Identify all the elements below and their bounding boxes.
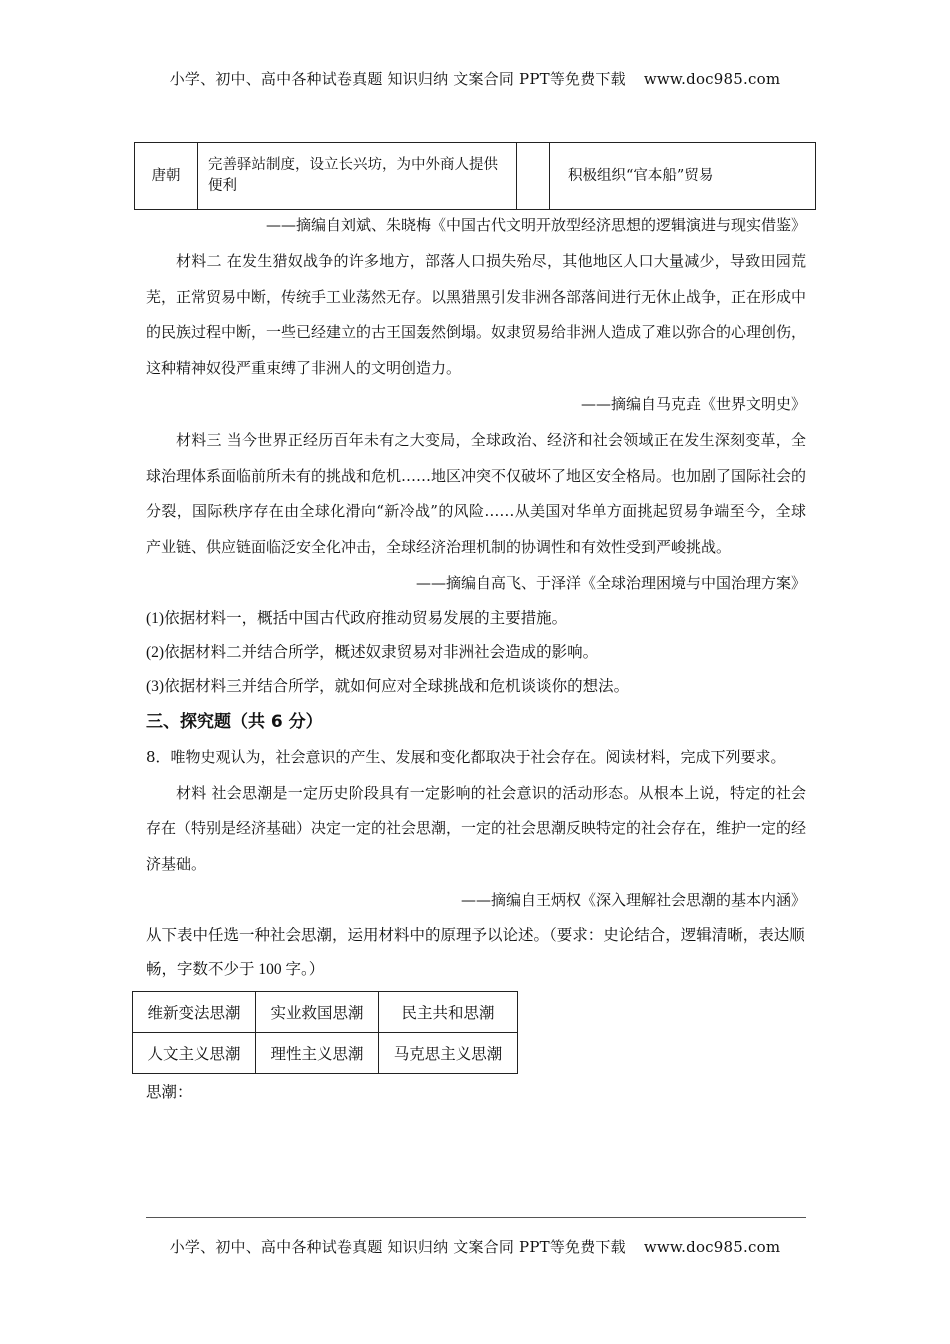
- question-8-task: 从下表中任选一种社会思潮，运用材料中的原理予以论述。（要求：史论结合，逻辑清晰，表达顺畅，字数不少于 100 字。）: [146, 926, 805, 978]
- trend-cell: 马克思主义思潮: [379, 1032, 518, 1073]
- trend-cell: 维新变法思潮: [133, 991, 256, 1032]
- page-header: [0, 68, 950, 89]
- question-3: (3)依据材料三并结合所学，就如何应对全球挑战和危机谈谈你的想法。: [146, 677, 630, 695]
- question-2: (2)依据材料二并结合所学，概述奴隶贸易对非洲社会造成的影响。: [146, 643, 599, 661]
- page-footer: [0, 1236, 950, 1257]
- header-text: 小学、初中、高中各种试卷真题 知识归纳 文案合同 PPT等免费下载: [169, 70, 626, 88]
- trend-cell: 理性主义思潮: [256, 1032, 379, 1073]
- answer-label: 思潮：: [146, 1083, 193, 1101]
- question-8-material: 材料 社会思潮是一定历史阶段具有一定影响的社会意识的活动形态。从根本上说，特定的社会存在（特别是经济基础）决定一定的社会思潮，一定的社会思潮反映特定的社会存在，维护一定的经济基础。: [146, 783, 807, 874]
- table-row: [135, 143, 816, 210]
- footer-text: 小学、初中、高中各种试卷真题 知识归纳 文案合同 PPT等免费下载: [169, 1238, 626, 1256]
- header-url[interactable]: www.doc985.com: [643, 70, 781, 88]
- source-3: ——摘编自高飞、于泽洋《全球治理困境与中国治理方案》: [415, 573, 806, 592]
- question-1: (1)依据材料一，概括中国古代政府推动贸易发展的主要措施。: [146, 609, 568, 627]
- empty-cell: [517, 143, 550, 210]
- trade-cell: 积极组织“官本船”贸易: [550, 143, 816, 210]
- trend-cell: 实业救国思潮: [256, 991, 379, 1032]
- page-content: [146, 142, 806, 1110]
- table-row: [133, 1032, 518, 1073]
- footer-divider: [146, 1217, 806, 1218]
- table-row: [133, 991, 518, 1032]
- measure-cell: 完善驿站制度，设立长兴坊，为中外商人提供便利: [198, 143, 517, 210]
- question-8-intro: 8．唯物史观认为，社会意识的产生、发展和变化都取决于社会存在。阅读材料，完成下列要求。: [146, 747, 786, 766]
- source-1: ——摘编自刘斌、朱晓梅《中国古代文明开放型经济思想的逻辑演进与现实借鉴》: [265, 216, 806, 234]
- material-3: 材料三 当今世界正经历百年未有之大变局，全球政治、经济和社会领域正在发生深刻变革，全球治理体系面临前所未有的挑战和危机……地区冲突不仅破坏了地区安全格局。也加剧了国际社会的分裂，国际秩序存在由全球化滑向“新冷战”的风险……从美国对华单方面挑起贸易争端至今，全球产业链、供应链面临泛安全化冲击，全球经济治理机制的协调性和有效性受到严峻挑战。: [146, 430, 807, 557]
- dynasty-cell: 唐朝: [135, 143, 198, 210]
- measures-table: [134, 142, 816, 210]
- material-2: 材料二 在发生猎奴战争的许多地方，部落人口损失殆尽，其他地区人口大量减少，导致田园荒芜，正常贸易中断，传统手工业荡然无存。以黑猎黑引发非洲各部落间进行无休止战争，正在形成中的民族过程中断，一些已经建立的古王国轰然倒塌。奴隶贸易给非洲人造成了难以弥合的心理创伤，这种精神奴役严重束缚了非洲人的文明创造力。: [146, 251, 807, 378]
- source-2: ——摘编自马克垚《世界文明史》: [580, 394, 806, 413]
- question-8-source: ——摘编自王炳权《深入理解社会思潮的基本内涵》: [460, 890, 806, 909]
- trend-cell: 民主共和思潮: [379, 991, 518, 1032]
- section-3-title: 三、探究题（共 6 分）: [146, 711, 323, 732]
- thought-trends-table: [132, 991, 518, 1074]
- trend-cell: 人文主义思潮: [133, 1032, 256, 1073]
- footer-url[interactable]: www.doc985.com: [643, 1238, 781, 1256]
